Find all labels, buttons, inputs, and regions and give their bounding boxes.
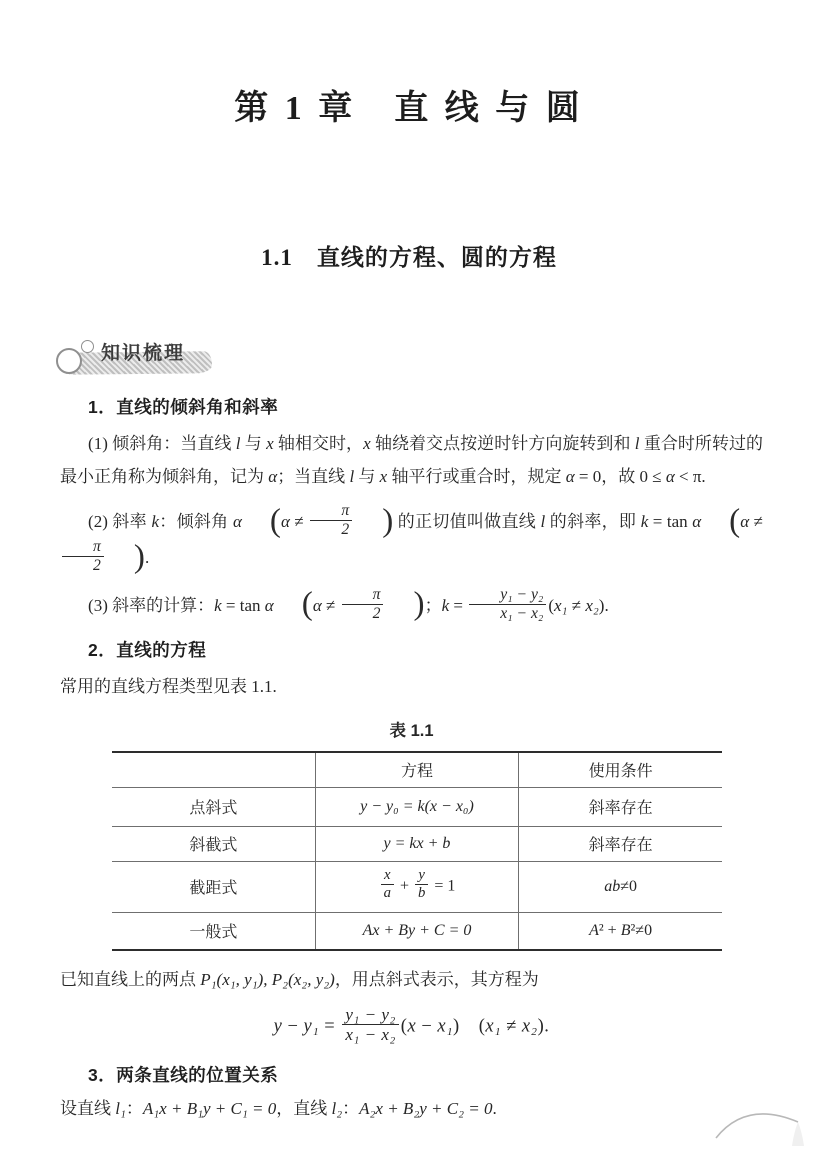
heading-two-lines-relation: 3．两条直线的位置关系	[88, 1065, 279, 1086]
text-run: 的斜率，即	[545, 511, 641, 531]
fraction-denominator: b	[417, 885, 426, 902]
text-run: ，直线	[276, 1099, 332, 1119]
table-caption: 表 1.1	[389, 721, 434, 740]
text-run: 设直线	[60, 1099, 116, 1119]
text-run: 斜率存在	[588, 837, 653, 855]
text-run: ；当直线	[277, 467, 350, 486]
text-run: ；	[424, 595, 442, 615]
row-name: 一般式	[112, 912, 315, 950]
text-run: l	[634, 434, 640, 453]
big-paren: )	[413, 585, 425, 623]
row-condition	[519, 787, 722, 826]
section-title: 1.1 直线的方程、圆的方程	[261, 245, 557, 270]
fraction-denominator: 2	[372, 605, 381, 623]
text-run: l	[349, 467, 355, 486]
row-condition	[519, 826, 722, 861]
fraction-numerator: x	[381, 868, 394, 885]
text-run: x	[379, 467, 388, 486]
text-run: 与	[354, 467, 380, 486]
fraction-numerator: y	[415, 868, 428, 885]
table-row-intercept	[112, 861, 722, 912]
text-run: α	[692, 511, 702, 531]
fraction	[469, 587, 546, 623]
badge-label: 知识梳理	[101, 343, 186, 364]
text-run: ).	[537, 1016, 550, 1037]
text-run: (	[548, 595, 555, 615]
row-name: 斜截式	[112, 826, 315, 861]
text-run: ：倾斜角	[159, 511, 233, 531]
text-run: k	[214, 595, 222, 615]
row-name: 截距式	[112, 861, 315, 912]
text-run: = tan	[648, 511, 693, 531]
text-run: x₁	[485, 1016, 502, 1037]
text-run: 斜率存在	[588, 800, 653, 818]
text-run: 与	[240, 434, 267, 453]
text-run: l	[235, 434, 241, 453]
text-run: = 0，故 0 ≤	[574, 467, 666, 486]
text-run: x	[407, 1016, 417, 1037]
table-header-row	[112, 752, 722, 788]
text-run: ≠	[501, 1016, 522, 1037]
text-run: 轴平行或重合时，规定	[387, 467, 566, 486]
text-run: −	[282, 1016, 304, 1037]
text-run: < π.	[674, 467, 706, 486]
text-run: α	[740, 511, 750, 531]
text-run: y₁	[303, 1016, 320, 1037]
text-run: x	[266, 434, 274, 453]
line-equation-table	[112, 751, 722, 951]
text-run: (2) 斜率	[88, 511, 152, 531]
row-equation	[315, 826, 518, 861]
text-run: ：	[342, 1099, 360, 1119]
fraction	[381, 868, 394, 902]
text-run: 已知直线上的两点	[60, 969, 201, 989]
paragraph-table-intro: 常用的直线方程类型见表 1.1.	[60, 676, 277, 696]
fraction	[342, 587, 384, 623]
table-row-slope-intercept	[112, 826, 722, 861]
table-header-empty	[112, 752, 315, 788]
fraction-denominator: 2	[341, 521, 350, 539]
text-run: A	[589, 921, 599, 939]
text-run: α	[565, 467, 575, 486]
text-run: ).	[598, 595, 609, 615]
paragraph-slope-calculation	[60, 585, 763, 625]
fraction-denominator: a	[383, 885, 391, 902]
text-run: l	[540, 511, 546, 531]
text-run: ²≠0	[630, 921, 653, 939]
paragraph-two-points	[60, 963, 763, 996]
table-header-equation: 方程	[315, 752, 518, 788]
text-run: ² +	[598, 921, 621, 939]
text-run: ：	[125, 1099, 143, 1119]
row-name: 点斜式	[112, 787, 315, 826]
text-run: .	[492, 1099, 497, 1119]
fraction	[62, 539, 104, 575]
paragraph-slope-definition	[60, 501, 764, 577]
row-equation	[315, 861, 518, 912]
big-paren: )	[382, 501, 394, 539]
text-run: .	[144, 547, 150, 567]
text-run: y = kx + b	[383, 834, 451, 852]
fraction-numerator: y₁ − y₂	[469, 587, 546, 605]
paragraph-tilt-angle	[60, 427, 763, 493]
bubble-icon	[56, 348, 82, 374]
fraction-numerator: y₁ − y₂	[342, 1006, 398, 1026]
text-run: (	[400, 1016, 408, 1037]
page-curl-decoration	[712, 1092, 812, 1147]
text-run: ≠	[321, 595, 340, 615]
text-run: A₂x + B₂y + C₂ = 0	[359, 1099, 493, 1119]
text-run: Ax + By + C = 0	[362, 921, 472, 939]
text-run: l₂	[331, 1099, 343, 1119]
page-content	[60, 336, 763, 1125]
text-run: 重合时所转过的最小正角称为倾斜角，记为	[60, 434, 764, 486]
text-run: y	[273, 1016, 283, 1037]
text-run: x₂	[585, 595, 599, 615]
chapter-title: 第 1 章 直 线 与 圆	[234, 90, 584, 127]
text-run: (1) 倾斜角：当直线	[88, 434, 236, 453]
heading-line-equations: 2．直线的方程	[88, 639, 207, 660]
fraction	[342, 1006, 398, 1045]
fraction	[415, 868, 428, 902]
row-equation	[315, 787, 518, 826]
text-run: ，用点斜式表示，其方程为	[334, 969, 539, 989]
table-header-condition: 使用条件	[588, 763, 653, 781]
big-paren: (	[301, 585, 313, 623]
text-run: A₁x + B₁y + C₁ = 0	[142, 1099, 277, 1119]
text-run: =	[319, 1016, 341, 1037]
text-run: k	[640, 511, 649, 531]
row-equation	[315, 912, 518, 950]
table-row-point-slope	[112, 787, 722, 826]
heading-slope-angle: 1．直线的倾斜角和斜率	[88, 397, 279, 417]
fraction-numerator: π	[62, 539, 104, 557]
text-run: = 1	[430, 877, 456, 895]
bubble-icon	[81, 340, 94, 353]
text-run: α	[232, 511, 242, 531]
text-run: ≠	[567, 595, 586, 615]
text-run: 轴相交时，	[273, 434, 364, 453]
knowledge-badge	[60, 336, 763, 382]
table-row-general	[112, 912, 722, 950]
text-run: x₁	[554, 595, 568, 615]
fraction	[310, 503, 352, 539]
text-run: ≠0	[620, 877, 637, 895]
row-condition	[519, 912, 722, 950]
row-condition	[519, 861, 722, 912]
fraction-numerator: π	[310, 503, 352, 521]
text-run: x₂	[521, 1016, 538, 1037]
big-paren: )	[133, 537, 145, 575]
text-run: ) (	[453, 1016, 486, 1037]
fraction-numerator: π	[342, 587, 384, 605]
fraction-denominator: x₁ − x₂	[500, 605, 544, 623]
text-run: α	[264, 595, 274, 615]
big-paren: (	[269, 501, 281, 539]
paragraph-two-lines	[60, 1092, 763, 1125]
text-run: P₁(x₁, y₁), P₂(x₂, y₂)	[200, 969, 335, 989]
text-run: α	[280, 511, 290, 531]
text-run: =	[449, 595, 468, 615]
text-run: 轴绕着交点按逆时针方向旋转到和	[370, 434, 635, 453]
text-run: l₁	[115, 1099, 126, 1119]
text-run: = tan	[221, 595, 265, 615]
text-run: α	[312, 595, 322, 615]
big-paren: (	[729, 501, 741, 539]
text-run: ab	[604, 877, 621, 895]
text-run: ≠	[289, 511, 309, 531]
two-point-formula	[60, 1004, 763, 1047]
text-run: x₁	[437, 1016, 454, 1037]
fraction-denominator: 2	[93, 557, 101, 575]
text-run: k	[441, 595, 450, 615]
text-run: α	[268, 467, 278, 486]
text-run: B	[620, 921, 631, 939]
text-run: ≠	[749, 511, 764, 531]
text-run: (3) 斜率的计算：	[88, 595, 215, 615]
text-run: y − y₀ = k(x − x₀)	[360, 797, 474, 815]
text-run: x	[363, 434, 371, 453]
fraction-denominator: x₁ − x₂	[345, 1025, 396, 1045]
text-run: k	[151, 511, 160, 531]
text-run: −	[416, 1016, 438, 1037]
text-run: 的正切值叫做直线	[393, 511, 541, 531]
text-run: +	[395, 877, 413, 895]
text-run: α	[665, 467, 675, 486]
